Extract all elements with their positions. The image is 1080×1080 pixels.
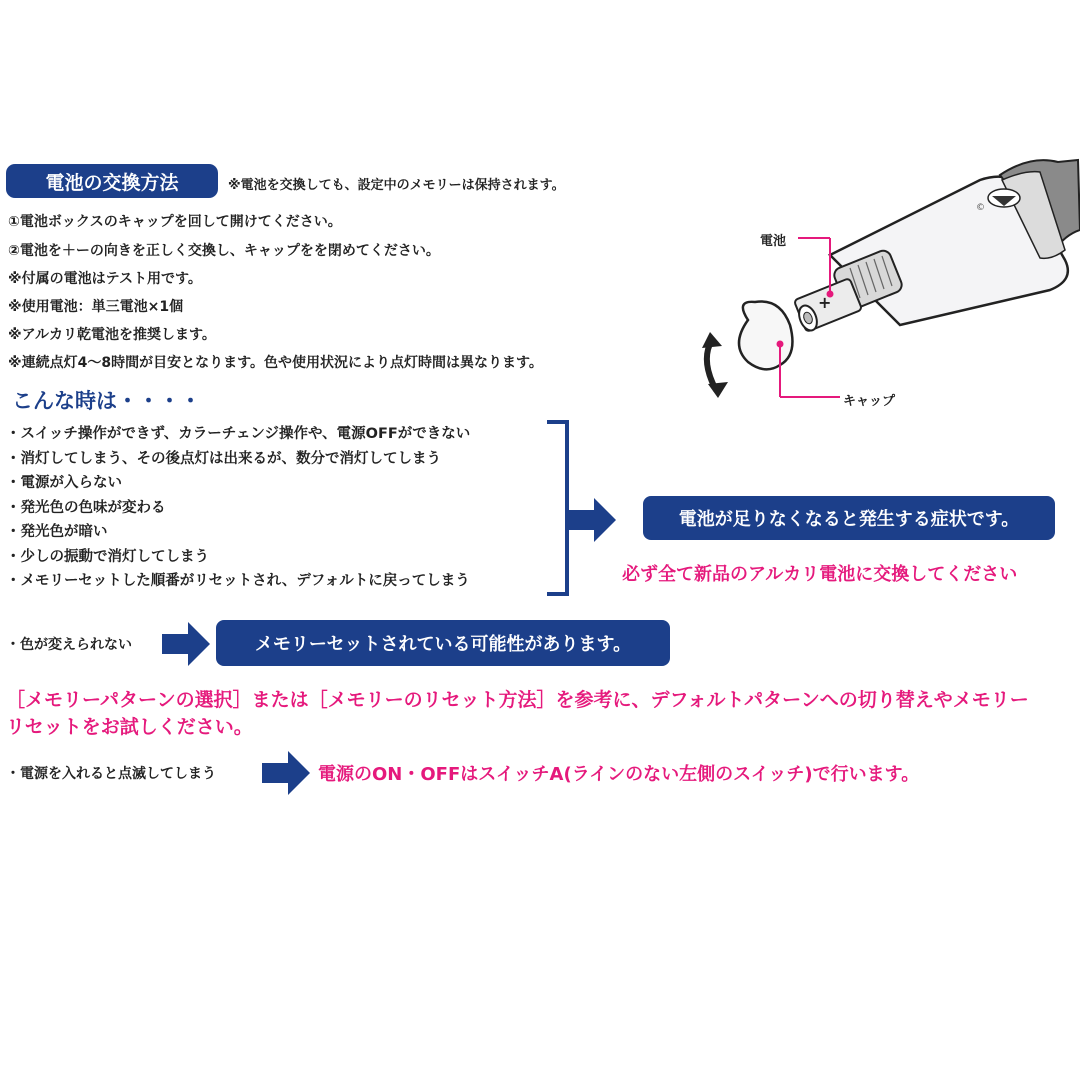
memory-advice-line2: リセットをお試しください。 — [6, 716, 253, 738]
battery-result-banner — [643, 496, 1055, 540]
blink-issue: ・電源を入れると点滅してしまう — [6, 766, 216, 782]
symptom-item: ・消灯してしまう、その後点灯は出来るが、数分で消灯してしまう — [6, 450, 441, 467]
cap-label: キャップ — [843, 394, 896, 409]
battery-note-test: ※付属の電池はテスト用です。 — [8, 271, 202, 287]
battery-step-2: ②電池を＋ーの向きを正しく交換し、キャップをを閉めてください。 — [8, 243, 440, 259]
symptom-item: ・発光色が暗い — [6, 524, 108, 540]
symptom-item: ・メモリーセットした順番がリセットされ、デフォルトに戻ってしまう — [6, 573, 470, 589]
symptom-item: ・スイッチ操作ができず、カラーチェンジ操作や、電源OFFができない — [6, 426, 471, 442]
symptom-list — [6, 422, 470, 594]
battery-section-title-text: 電池の交換方法 — [45, 171, 179, 194]
svg-text:©: © — [976, 203, 985, 213]
symptom-item: ・電源が入らない — [6, 475, 122, 491]
symptom-item: ・少しの振動で消灯してしまう — [6, 548, 209, 565]
memory-result-text: メモリーセットされている可能性があります。 — [254, 634, 632, 655]
troubleshoot-heading: こんな時は・・・・ — [12, 389, 201, 413]
plus-sign: + — [818, 293, 832, 312]
memory-kept-note: ※電池を交換しても、設定中のメモリーは保持されます。 — [228, 178, 565, 193]
symptom-bracket — [547, 420, 569, 596]
flashlight-illustration — [680, 150, 1080, 410]
symptom-item: ・発光色の色味が変わる — [6, 499, 166, 516]
battery-note-type: ※使用電池：単三電池×1個 — [8, 299, 184, 315]
battery-note-duration: ※連続点灯4～8時間が目安となります。色や使用状況により点灯時間は異なります。 — [8, 355, 543, 371]
arrow-right-icon — [162, 622, 210, 666]
battery-result-text: 電池が足りなくなると発生する症状です。 — [678, 509, 1020, 530]
arrow-right-icon — [568, 498, 616, 542]
memory-advice-line1: ［メモリーパターンの選択］または［メモリーのリセット方法］を参考に、デフォルトパターンへの切り替えやメモリー — [6, 689, 1029, 711]
battery-section-title — [6, 164, 218, 198]
memory-result-banner — [216, 620, 670, 666]
battery-label: 電池 — [760, 234, 787, 249]
arrow-right-icon — [262, 751, 310, 795]
color-issue: ・色が変えられない — [6, 637, 132, 653]
battery-step-1: ①電池ボックスのキャップを回して開けてください。 — [8, 214, 342, 230]
battery-diagram — [680, 150, 1080, 410]
battery-note-alkaline: ※アルカリ乾電池を推奨します。 — [8, 327, 216, 343]
blink-result: 電源のON・OFFはスイッチA(ラインのない左側のスイッチ)で行います。 — [318, 764, 920, 785]
battery-advice: 必ず全て新品のアルカリ電池に交換してください — [622, 564, 1018, 585]
